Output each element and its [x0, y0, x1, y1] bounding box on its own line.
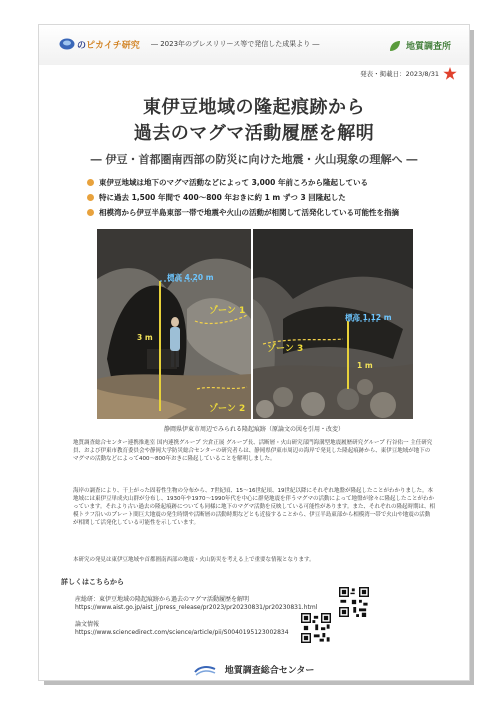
series-name: ピカイチ研究 — [86, 41, 140, 51]
series-logo-icon — [59, 37, 75, 51]
cave-photo-right-image — [253, 229, 413, 419]
body-paragraph-1: 地質調査総合センター連携推進室 国内連携グループ 宍倉正展 グループ長、活断層・火山研究部門海溝型地震履歴研究グループ 行谷佑一 主任研究員、および伊東市教育委員会や静岡大学防災総合センターの研究者らは、静岡県伊東市周辺の海岸で発見した隆起痕跡から、東伊豆地域が地下のマグマの活動などによって400～800年おきに隆起していることを解明しました。 — [73, 440, 433, 462]
key-point-text: 特に過去 1,500 年間で 400～800 年おきに約 1 m ずつ 3 回隆起した — [99, 193, 346, 202]
star-icon — [443, 67, 457, 81]
leaf-icon — [389, 40, 401, 52]
series-title — [77, 38, 140, 51]
cave-photo-left-image — [97, 229, 251, 419]
main-title-line-2: 過去のマグマ活動履歴を解明 — [133, 123, 375, 144]
body-paragraph-3: 本研究の発見は東伊豆地域や首都圏南西部の地震・火山防災を考える上で重要な情報となります。 — [73, 557, 315, 563]
footer-org-name: 地質調査総合センター — [224, 666, 315, 676]
gsj-logo-icon — [194, 664, 216, 676]
photo-caption: 静岡県伊東市周辺でみられる隆起痕跡（原論文の図を引用・改変） — [163, 426, 344, 433]
flyer-sheet — [38, 24, 470, 681]
key-point-text: 東伊豆地域は地下のマグマ活動などによって 3,000 年前ころから隆起している — [99, 178, 368, 187]
key-point — [87, 205, 399, 220]
bullet-dot-icon — [87, 209, 94, 216]
details-heading: 詳しくはこちらから — [61, 578, 124, 586]
org-name: 地質調査所 — [405, 42, 451, 52]
cave-photo-left — [97, 229, 251, 419]
main-title-line-1: 東伊豆地域の隆起痕跡から — [143, 97, 365, 118]
cave-photo-right — [253, 229, 413, 419]
elevation-label-right: 標高 1.12 m — [345, 313, 392, 322]
qr-code-paper-icon[interactable] — [301, 613, 331, 643]
header-band — [39, 25, 469, 65]
publication-date: 発表・掲載日：2023/8/31 — [360, 70, 439, 78]
key-point-text: 相模湾から伊豆半島東部一帯で地震や火山の活動が相関して活発化している可能性を指摘 — [99, 208, 399, 217]
measure-label-right: 1 m — [357, 361, 373, 370]
zone-3-label: ゾーン 3 — [267, 344, 304, 354]
series-prefix: の — [77, 41, 87, 51]
qr-code-press-icon[interactable] — [339, 587, 369, 617]
key-points-list — [87, 175, 399, 220]
key-point — [87, 175, 399, 190]
paper-info-label: 論文情報 — [75, 621, 100, 628]
measure-label-left: 3 m — [137, 333, 153, 342]
key-point — [87, 190, 399, 205]
elevation-label-left: 標高 4.20 m — [167, 273, 214, 282]
press-release-label: 産総研：東伊豆地域の隆起痕跡から過去のマグマ活動履歴を解明 — [75, 596, 250, 603]
bullet-dot-icon — [87, 194, 94, 201]
body-paragraph-2: 海岸の調査により、干上がった固着性生物の分布から、7世紀頃、15～16世紀頃、19世紀以降にそれぞれ地盤が隆起したことがわかりました。本地域には東伊豆単成火山群が分布し、1930年や1970～1990年代を中心に群発地震を伴うマグマの活動によって地盤が徐々に隆起したことがわかっています。それより古い過去の隆起痕跡についても同様に地下のマグマ活動を反映している可能性があります。また、それぞれの隆起時期は、相模トラフ沿いのプレート間巨大地震の発生時期や活断層の活動時期などとも近接することから、伊豆半島東部から相模湾一帯で火山や地震の活動が相関して活発化している可能性を示しています。 — [73, 488, 436, 526]
footer — [39, 659, 469, 678]
bullet-dot-icon — [87, 179, 94, 186]
press-release-link[interactable]: https://www.aist.go.jp/aist_j/press_release/pr2023/pr20230831/pr20230831.html — [75, 604, 318, 611]
subtitle: ― 伊豆・首都圏南西部の防災に向けた地震・火山現象の理解へ ― — [90, 153, 418, 166]
zone-2-label: ゾーン 2 — [209, 404, 246, 414]
org-logo — [389, 35, 451, 54]
series-subtitle: ― 2023年のプレスリリース等で発信した成果より ― — [151, 40, 320, 48]
zone-1-label: ゾーン 1 — [209, 306, 246, 316]
paper-link[interactable]: https://www.sciencedirect.com/science/article/pii/S0040195123002834 — [75, 629, 289, 636]
